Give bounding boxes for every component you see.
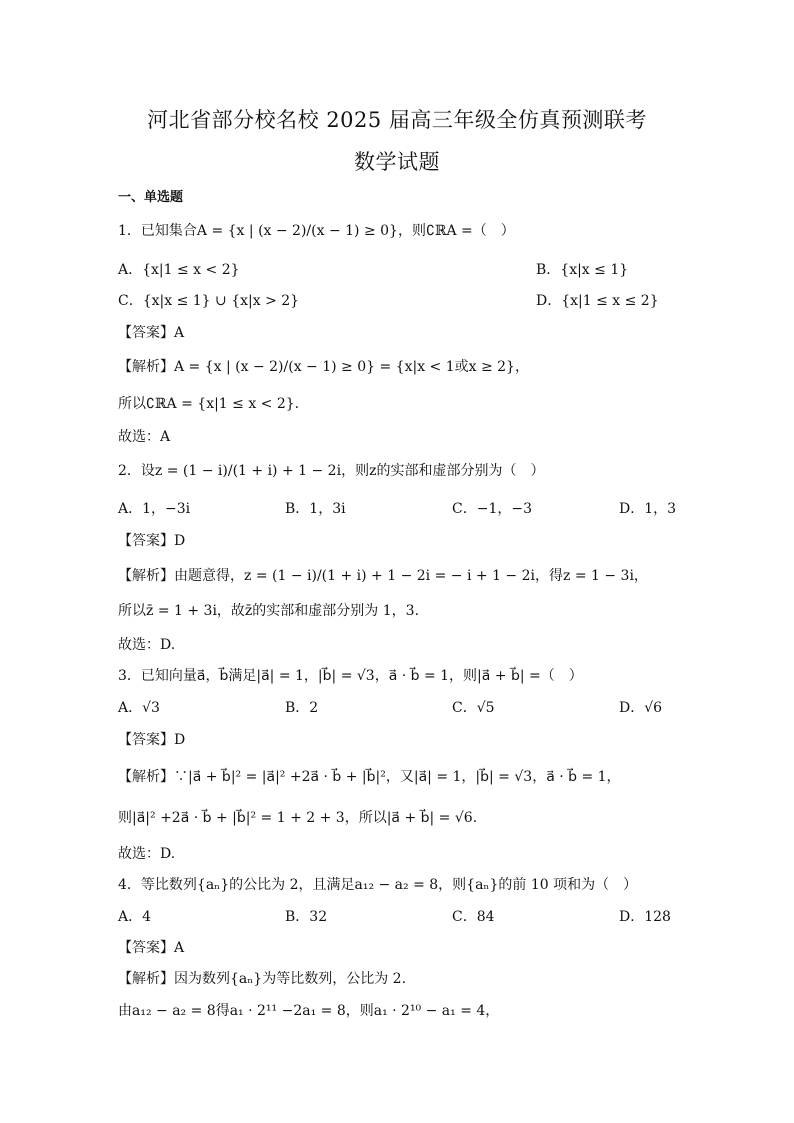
question-1-answer: 【答案】A (118, 325, 185, 341)
question-1-analysis-3: 故选：A (118, 429, 171, 445)
question-2-answer: 【答案】D (118, 533, 186, 549)
question-4-option-c: C．84 (452, 909, 495, 925)
question-1-option-c: C．{x|x ≤ 1} ∪ {x|x > 2} (118, 293, 300, 309)
question-4-stem: 4．等比数列{aₙ}的公比为 2，且满足a₁₂ − a₂ = 8，则{aₙ}的前 10 项和为（ ） (118, 877, 638, 893)
question-3-option-c: C．√5 (452, 700, 495, 716)
question-2-analysis-1: 【解析】由题意得，z = (1 − i)/(1 + i) + 1 − 2i = − i + 1 − 2i，得z = 1 − 3i， (118, 568, 648, 584)
question-2-analysis-3: 故选：D. (118, 637, 176, 653)
question-4-option-b: B．32 (285, 909, 328, 925)
question-4-answer: 【答案】A (118, 940, 185, 956)
section-heading: 一、单选题 (118, 190, 184, 205)
question-3-answer: 【答案】D (118, 732, 186, 748)
question-4-option-d: D．128 (619, 909, 671, 925)
question-1-option-b: B．{x|x ≤ 1} (536, 262, 629, 278)
question-4-analysis-1: 【解析】因为数列{aₙ}为等比数列，公比为 2. (118, 971, 407, 987)
question-1-option-d: D．{x|1 ≤ x ≤ 2} (536, 293, 659, 309)
question-1-analysis-2: 所以∁ℝA = {x|1 ≤ x < 2}. (118, 396, 300, 412)
question-2-option-d: D．1，3 (619, 501, 677, 517)
document-subtitle: 数学试题 (354, 150, 440, 174)
question-3-analysis-2: 则|a⃗|² +2a⃗ · b⃗ + |b⃗|² = 1 + 2 + 3，所以|a⃗ + b⃗| = √6. (118, 810, 478, 826)
question-1-stem: 1．已知集合A = {x | (x − 2)/(x − 1) ≥ 0}，则∁ℝA =（ ） (118, 223, 515, 239)
question-3-analysis-1: 【解析】∵|a⃗ + b⃗|² = |a⃗|² +2a⃗ · b⃗ + |b⃗|²，又|a⃗| = 1，|b⃗| = √3，a⃗ · b⃗ = 1， (118, 769, 621, 785)
question-3-analysis-3: 故选：D. (118, 846, 176, 862)
question-2-option-c: C．−1，−3 (452, 501, 532, 517)
question-2-analysis-2: 所以z̄ = 1 + 3i，故z̄的实部和虚部分别为 1，3. (118, 603, 420, 619)
question-4-option-a: A．4 (118, 909, 152, 925)
question-3-option-b: B．2 (285, 700, 319, 716)
question-2-stem: 2．设z = (1 − i)/(1 + i) + 1 − 2i，则z的实部和虚部分别为（ ） (118, 463, 545, 479)
document-title: 河北省部分校名校 2025 届高三年级全仿真预测联考 (147, 108, 647, 132)
question-1-option-a: A．{x|1 ≤ x < 2} (118, 262, 240, 278)
question-3-option-d: D．√6 (619, 700, 663, 716)
question-2-option-a: A．1，−3i (118, 501, 191, 517)
question-3-stem: 3．已知向量a⃗，b⃗满足|a⃗| = 1，|b⃗| = √3，a⃗ · b⃗ = 1，则|a⃗ + b⃗| =（ ） (118, 668, 583, 684)
question-4-analysis-2: 由a₁₂ − a₂ = 8得a₁ · 2¹¹ −2a₁ = 8，则a₁ · 2¹⁰ − a₁ = 4， (118, 1003, 500, 1019)
question-3-option-a: A．√3 (118, 700, 160, 716)
question-2-option-b: B．1，3i (285, 501, 346, 517)
question-1-analysis-1: 【解析】A = {x | (x − 2)/(x − 1) ≥ 0} = {x|x < 1或x ≥ 2}， (118, 359, 529, 375)
